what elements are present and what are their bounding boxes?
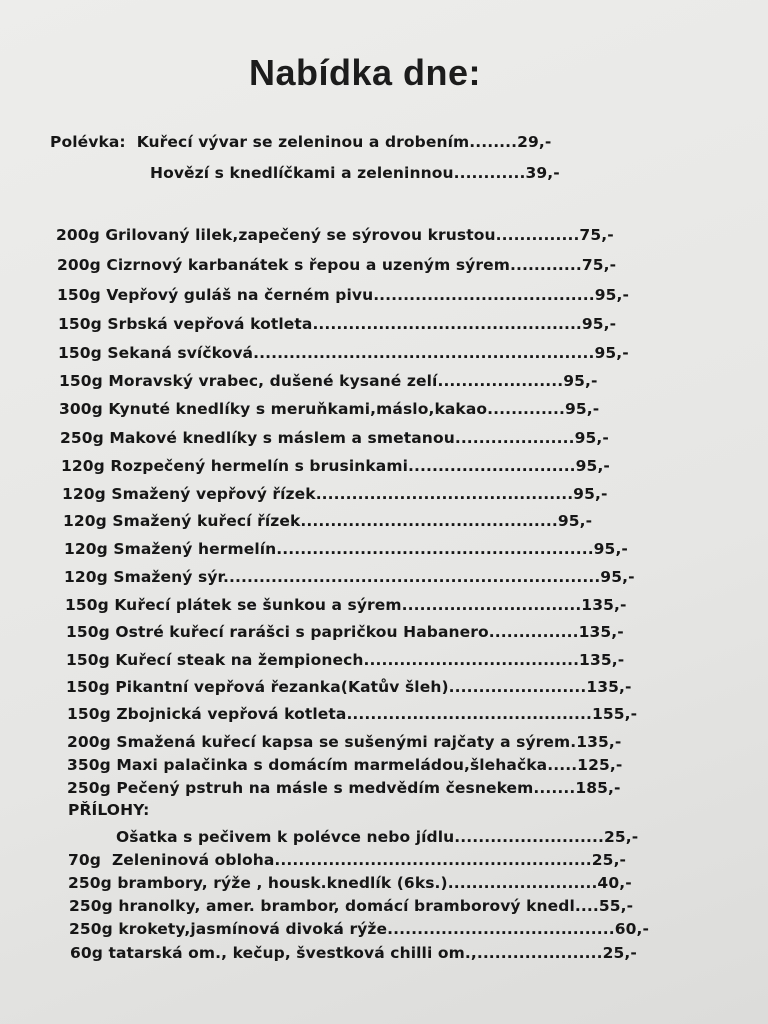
page-title: Nabídka dne: bbox=[248, 52, 482, 93]
side-item: 250g brambory, rýže , housk.knedlík (6ks.).........................40,- bbox=[68, 874, 632, 892]
menu-item: 150g Vepřový guláš na černém pivu.....................................95,- bbox=[57, 286, 630, 304]
menu-item: 150g Srbská vepřová kotleta.............................................95,- bbox=[58, 315, 617, 333]
side-item: 70g Zeleninová obloha.....................................................25,- bbox=[68, 851, 627, 869]
menu-item: 200g Grilovaný lilek,zapečený se sýrovou krustou..............75,- bbox=[56, 226, 614, 244]
menu-item: 200g Smažená kuřecí kapsa se sušenými rajčaty a sýrem.135,- bbox=[67, 733, 622, 751]
menu-item: 120g Smažený hermelín.....................................................95,- bbox=[64, 540, 628, 558]
menu-item: 200g Cizrnový karbanátek s řepou a uzeným sýrem............75,- bbox=[57, 256, 617, 274]
menu-item: 350g Maxi palačinka s domácím marmeládou,šlehačka.....125,- bbox=[67, 756, 623, 774]
menu-item: 150g Pikantní vepřová řezanka(Katův šleh).......................135,- bbox=[66, 678, 632, 696]
menu-item: 150g Ostré kuřecí rarášci s papričkou Habanero...............135,- bbox=[66, 623, 624, 641]
soup-line: Hovězí s knedlíčkami a zeleninnou............39,- bbox=[150, 164, 560, 182]
side-item: 250g hranolky, amer. brambor, domácí bramborový knedl....55,- bbox=[69, 897, 634, 915]
sides-header: PŘÍLOHY: bbox=[68, 801, 150, 819]
side-item: Ošatka s pečivem k polévce nebo jídlu.........................25,- bbox=[116, 828, 639, 846]
side-item: 60g tatarská om., kečup, švestková chilli om.,.....................25,- bbox=[70, 944, 637, 962]
menu-item: 120g Smažený sýr...............................................................95,- bbox=[64, 568, 635, 586]
menu-item: 150g Kuřecí steak na žempionech....................................135,- bbox=[66, 651, 625, 669]
menu-item: 250g Pečený pstruh na másle s medvědím česnekem.......185,- bbox=[67, 779, 621, 797]
menu-item: 150g Kuřecí plátek se šunkou a sýrem..............................135,- bbox=[65, 596, 627, 614]
menu-item: 120g Rozpečený hermelín s brusinkami............................95,- bbox=[61, 457, 610, 475]
menu-item: 250g Makové knedlíky s máslem a smetanou....................95,- bbox=[60, 429, 609, 447]
menu-item: 150g Zbojnická vepřová kotleta.........................................155,- bbox=[67, 705, 638, 723]
menu-item: 150g Sekaná svíčková.........................................................95,- bbox=[58, 344, 629, 362]
menu-item: 120g Smažený kuřecí řízek...........................................95,- bbox=[63, 512, 593, 530]
menu-item: 120g Smažený vepřový řízek...........................................95,- bbox=[62, 485, 608, 503]
soup-line: Polévka: Kuřecí vývar se zeleninou a drobením........29,- bbox=[50, 133, 552, 151]
side-item: 250g krokety,jasmínová divoká rýže......................................60,- bbox=[69, 920, 650, 938]
menu-item: 150g Moravský vrabec, dušené kysané zelí.....................95,- bbox=[59, 372, 598, 390]
menu-item: 300g Kynuté knedlíky s meruňkami,máslo,kakao.............95,- bbox=[59, 400, 600, 418]
